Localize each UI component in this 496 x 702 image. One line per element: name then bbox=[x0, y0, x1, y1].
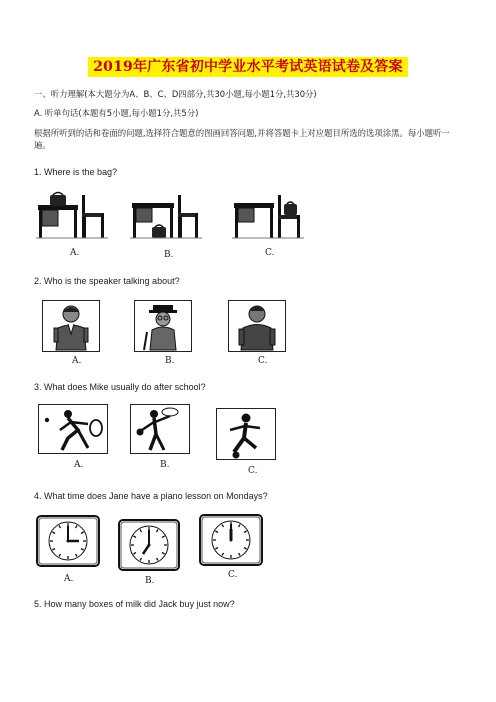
option-label: C. bbox=[258, 356, 268, 366]
question-3-text: 3. What does Mike usually do after school? bbox=[34, 382, 206, 392]
option-label: B. bbox=[165, 356, 175, 366]
playing-tennis-icon bbox=[38, 404, 108, 454]
desk-bag-under-desk-icon bbox=[130, 193, 202, 241]
part-heading: A. 听单句话(本题有5小题,每小题1分,共5分) bbox=[34, 108, 199, 118]
option-label: C. bbox=[265, 248, 275, 258]
option-label: A. bbox=[70, 248, 80, 258]
page-title: 2019年广东省初中学业水平考试英语试卷及答案 bbox=[88, 57, 408, 77]
playing-football-icon bbox=[216, 408, 276, 460]
section-heading: 一、听力理解(本大题分为A、B、C、D四部分,共30小题,每小题1分,共30分) bbox=[34, 89, 317, 99]
clock-12-oclock-icon bbox=[199, 514, 263, 566]
option-label: A. bbox=[64, 574, 74, 584]
clock-8-oclock-icon bbox=[118, 519, 180, 571]
man-in-sweater-icon bbox=[228, 300, 286, 352]
clock-3-oclock-icon bbox=[36, 515, 100, 567]
desk-bag-on-desk-icon bbox=[36, 191, 108, 239]
option-label: B. bbox=[160, 460, 170, 470]
option-label: A. bbox=[72, 356, 82, 366]
question-4-text: 4. What time does Jane have a piano lesson on Mondays? bbox=[34, 491, 268, 501]
instruction-text: 根据所听到的话和卷面的问题,选择符合题意的图画回答问题,并将答题卡上对应题目所选的选项涂黑。每小题听一遍。 bbox=[34, 128, 450, 150]
option-label: B. bbox=[164, 250, 174, 260]
option-label: C. bbox=[228, 570, 238, 580]
option-label: C. bbox=[248, 466, 258, 476]
question-5-text: 5. How many boxes of milk did Jack buy just now? bbox=[34, 599, 235, 609]
playing-ping-pong-icon bbox=[130, 404, 190, 454]
option-label: A. bbox=[74, 460, 84, 470]
option-label: B. bbox=[145, 576, 155, 586]
man-in-suit-icon bbox=[42, 300, 100, 352]
question-2-text: 2. Who is the speaker talking about? bbox=[34, 276, 180, 286]
old-man-with-cane-icon bbox=[134, 300, 192, 352]
desk-bag-on-chair-icon bbox=[232, 193, 304, 241]
question-1-text: 1. Where is the bag? bbox=[34, 167, 118, 177]
